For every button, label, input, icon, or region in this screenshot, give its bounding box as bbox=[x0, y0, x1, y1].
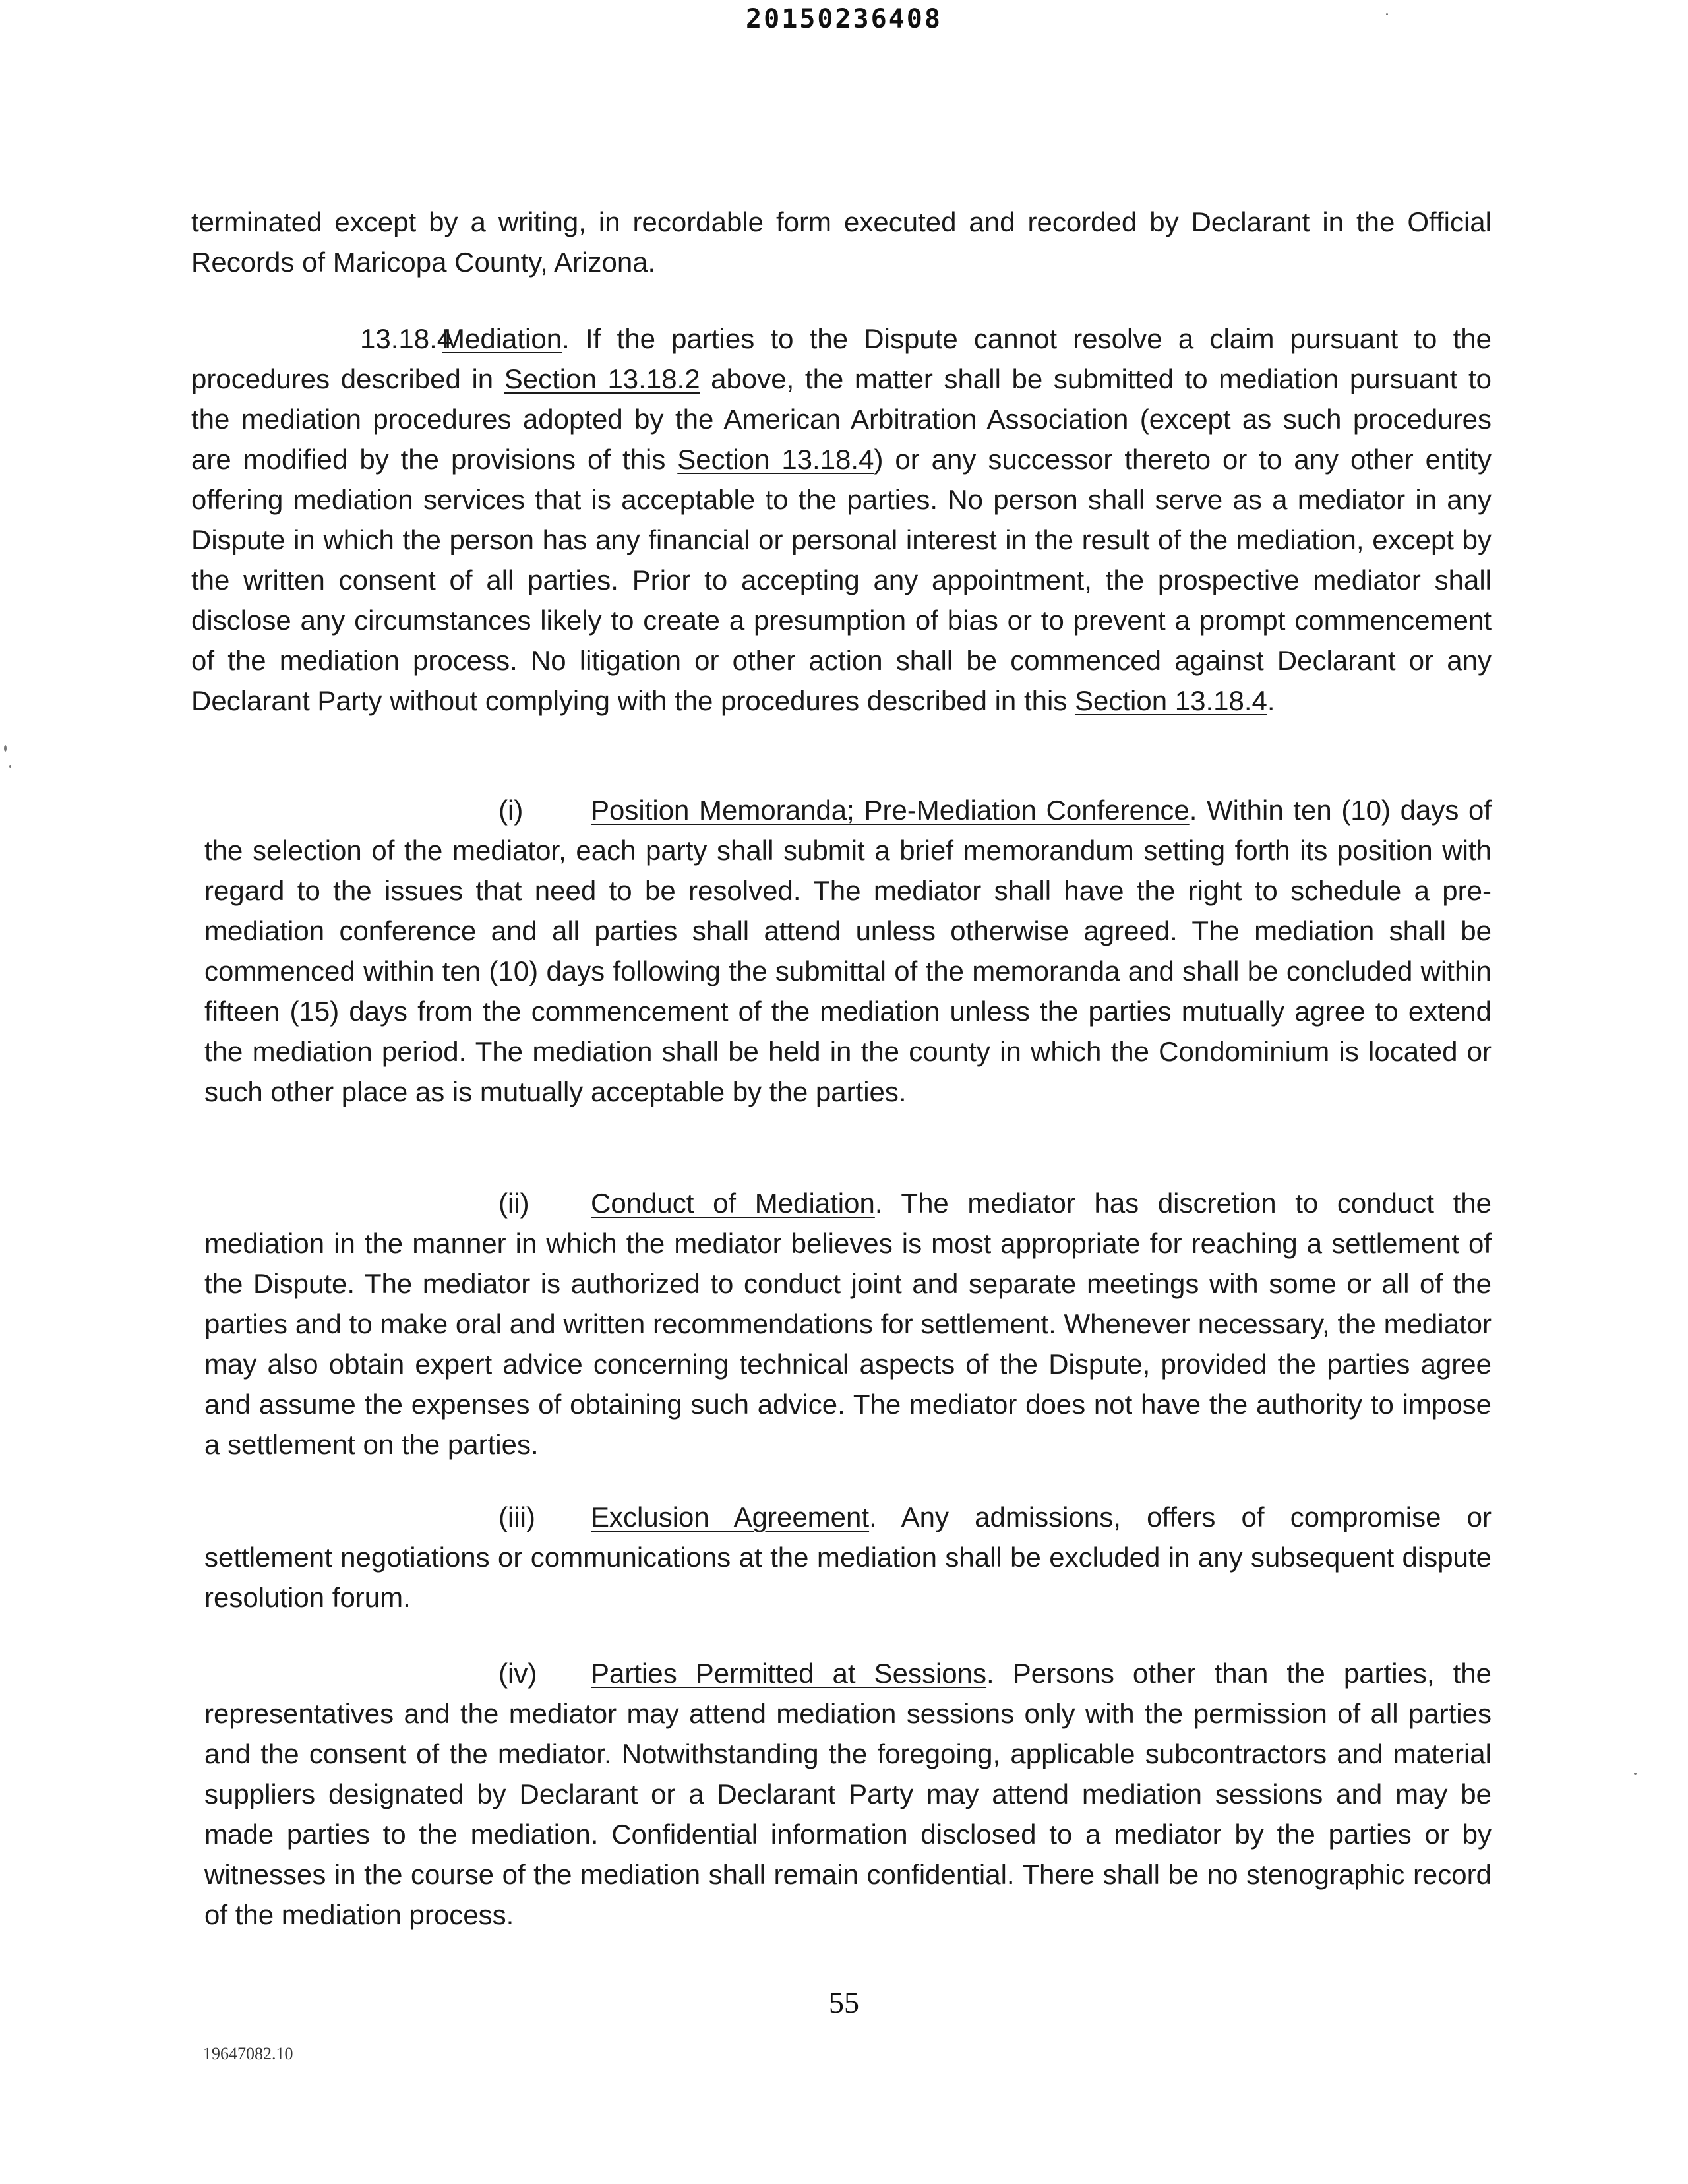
document-number: 20150236408 bbox=[746, 4, 942, 34]
section-text: . bbox=[1267, 685, 1275, 716]
subsection-heading: Parties Permitted at Sessions bbox=[591, 1658, 987, 1689]
section-reference: Section 13.18.4 bbox=[677, 444, 874, 475]
section-text: above, the matter shall be submitted to mediation pursuant to the mediation procedures adopted by the American Arbitration Association (except as such procedures are modified by the provisions of this bbox=[191, 363, 1492, 475]
subsection-text: . The mediator has discretion to conduct the mediation in the manner in which the mediator believes is most appropriate for reaching a settlement of the Dispute. The mediator is authorized to conduct joint and separate meetings with some or all of the parties and to make oral and written recommendations for settlement. Whenever necessary, the mediator may also obtain expert advice concerning technical aspects of the Dispute, provided the parties agree and assume the expenses of obtaining such advice. The mediator does not have the authority to impose a settlement on the parties. bbox=[204, 1188, 1492, 1460]
subsection-text: . Persons other than the parties, the representatives and the mediator may attend mediation sessions only with the permission of all parties and the consent of the mediator. Notwithstanding the foregoing, applicable subcontractors and material suppliers designated by Declarant or a Declarant Party may attend mediation sessions and may be made parties to the mediation. Confidential information disclosed to a mediator by the parties or by witnesses in the course of the mediation shall remain confidential. There shall be no stenographic record of the mediation process. bbox=[204, 1658, 1492, 1930]
scan-speck bbox=[1634, 1773, 1637, 1775]
subsection-text: . Within ten (10) days of the selection of the mediator, each party shall submit a brief memorandum setting forth its position with regard to the issues that need to be resolved. The mediator shall have the right to schedule a pre-mediation conference and all parties shall attend unless otherwise agreed. The mediation shall be commenced within ten (10) days following the submittal of the memoranda and shall be concluded within fifteen (15) days from the commencement of the mediation unless the parties mutually agree to extend the mediation period. The mediation shall be held in the county in which the Condominium is located or such other place as is mutually acceptable by the parties. bbox=[204, 795, 1492, 1107]
page-number: 55 bbox=[829, 1986, 859, 2019]
subsection-heading: Position Memoranda; Pre-Mediation Conference bbox=[591, 795, 1190, 826]
section-reference: Section 13.18.4 bbox=[1074, 685, 1267, 716]
section-heading: Mediation bbox=[442, 323, 562, 354]
subsection-iii-exclusion-agreement bbox=[204, 1497, 1492, 1618]
subsection-i-position-memoranda bbox=[204, 790, 1492, 1112]
subsection-number: (i) bbox=[498, 795, 524, 826]
scan-speck bbox=[9, 765, 11, 768]
subsection-number: (ii) bbox=[498, 1188, 529, 1219]
subsection-iv-parties-permitted bbox=[204, 1653, 1492, 1935]
scan-speck bbox=[4, 745, 7, 752]
subsection-heading: Conduct of Mediation bbox=[591, 1188, 875, 1219]
subsection-text: . Any admissions, offers of compromise or settlement negotiations or communications at the mediation shall be excluded in any subsequent dispute resolution forum. bbox=[204, 1502, 1492, 1613]
subsection-number: (iii) bbox=[498, 1502, 535, 1532]
section-reference: Section 13.18.2 bbox=[504, 363, 700, 394]
subsection-ii-conduct-of-mediation bbox=[204, 1183, 1492, 1465]
document-file-id: 19647082.10 bbox=[203, 2044, 293, 2063]
section-text: . If the parties to the Dispute cannot resolve a claim pursuant to the procedures described in bbox=[191, 323, 1492, 394]
subsection-heading: Exclusion Agreement bbox=[591, 1502, 870, 1532]
scan-speck bbox=[1386, 13, 1388, 15]
subsection-number: (iv) bbox=[498, 1658, 537, 1689]
paragraph-text: terminated except by a writing, in recordable form executed and recorded by Declarant in the Official Records of Maricopa County, Arizona. bbox=[191, 206, 1492, 278]
section-13-18-4-mediation bbox=[191, 318, 1492, 721]
section-text: ) or any successor thereto or to any other entity offering mediation services that is acceptable to the parties. No person shall serve as a mediator in any Dispute in which the person has any financial or personal interest in the result of the mediation, except by the written consent of all parties. Prior to accepting any appointment, the prospective mediator shall disclose any circumstances likely to create a presumption of bias or to prevent a prompt commencement of the mediation process. No litigation or other action shall be commenced against Declarant or any Declarant Party without complying with the procedures described in this bbox=[191, 444, 1492, 716]
paragraph-continuation bbox=[191, 202, 1492, 282]
section-number: 13.18.4 bbox=[360, 323, 453, 354]
